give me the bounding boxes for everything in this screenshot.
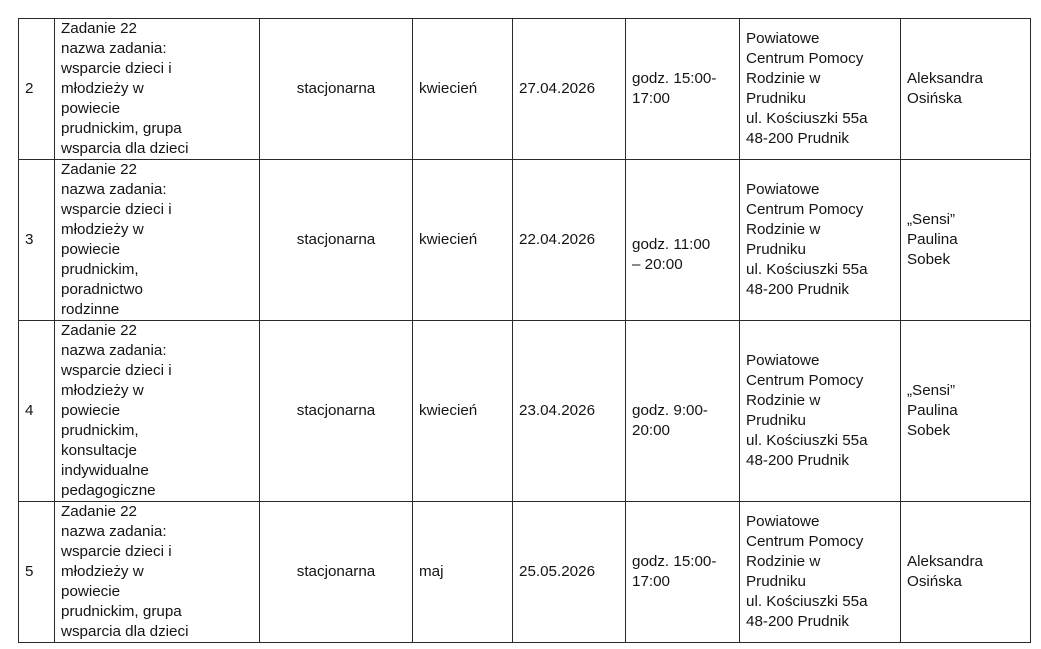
month: kwiecień — [413, 321, 513, 502]
place-address: Powiatowe Centrum Pomocy Rodzinie w Prudniku ul. Kościuszki 55a 48-200 Prudnik — [740, 502, 901, 643]
date: 27.04.2026 — [513, 19, 626, 160]
hours: godz. 9:00- 20:00 — [626, 321, 740, 502]
hours: godz. 15:00- 17:00 — [626, 502, 740, 643]
month: kwiecień — [413, 160, 513, 321]
date: 22.04.2026 — [513, 160, 626, 321]
task-description: Zadanie 22 nazwa zadania: wsparcie dzieci i młodzieży w powiecie prudnickim, grupa wsparcia dla dzieci — [55, 19, 260, 160]
row-number: 2 — [19, 19, 55, 160]
person-name: „Sensi” Paulina Sobek — [901, 160, 1031, 321]
month: kwiecień — [413, 19, 513, 160]
form-type: stacjonarna — [260, 321, 413, 502]
row-number: 5 — [19, 502, 55, 643]
person-name: Aleksandra Osińska — [901, 19, 1031, 160]
table-row — [19, 19, 1031, 160]
task-description: Zadanie 22 nazwa zadania: wsparcie dzieci i młodzieży w powiecie prudnickim, poradnictwo rodzinne — [55, 160, 260, 321]
place-address: Powiatowe Centrum Pomocy Rodzinie w Prudniku ul. Kościuszki 55a 48-200 Prudnik — [740, 19, 901, 160]
task-description: Zadanie 22 nazwa zadania: wsparcie dzieci i młodzieży w powiecie prudnickim, grupa wsparcia dla dzieci — [55, 502, 260, 643]
task-description: Zadanie 22 nazwa zadania: wsparcie dzieci i młodzieży w powiecie prudnickim, konsultacje indywidualne pedagogiczne — [55, 321, 260, 502]
date: 25.05.2026 — [513, 502, 626, 643]
row-number: 3 — [19, 160, 55, 321]
place-address: Powiatowe Centrum Pomocy Rodzinie w Prudniku ul. Kościuszki 55a 48-200 Prudnik — [740, 321, 901, 502]
row-number: 4 — [19, 321, 55, 502]
place-address: Powiatowe Centrum Pomocy Rodzinie w Prudniku ul. Kościuszki 55a 48-200 Prudnik — [740, 160, 901, 321]
table-row — [19, 321, 1031, 502]
schedule-table — [18, 18, 1031, 643]
table-row — [19, 160, 1031, 321]
date: 23.04.2026 — [513, 321, 626, 502]
form-type: stacjonarna — [260, 160, 413, 321]
hours: godz. 11:00 – 20:00 — [626, 160, 740, 321]
form-type: stacjonarna — [260, 502, 413, 643]
table-row — [19, 502, 1031, 643]
form-type: stacjonarna — [260, 19, 413, 160]
hours: godz. 15:00- 17:00 — [626, 19, 740, 160]
person-name: „Sensi” Paulina Sobek — [901, 321, 1031, 502]
person-name: Aleksandra Osińska — [901, 502, 1031, 643]
month: maj — [413, 502, 513, 643]
